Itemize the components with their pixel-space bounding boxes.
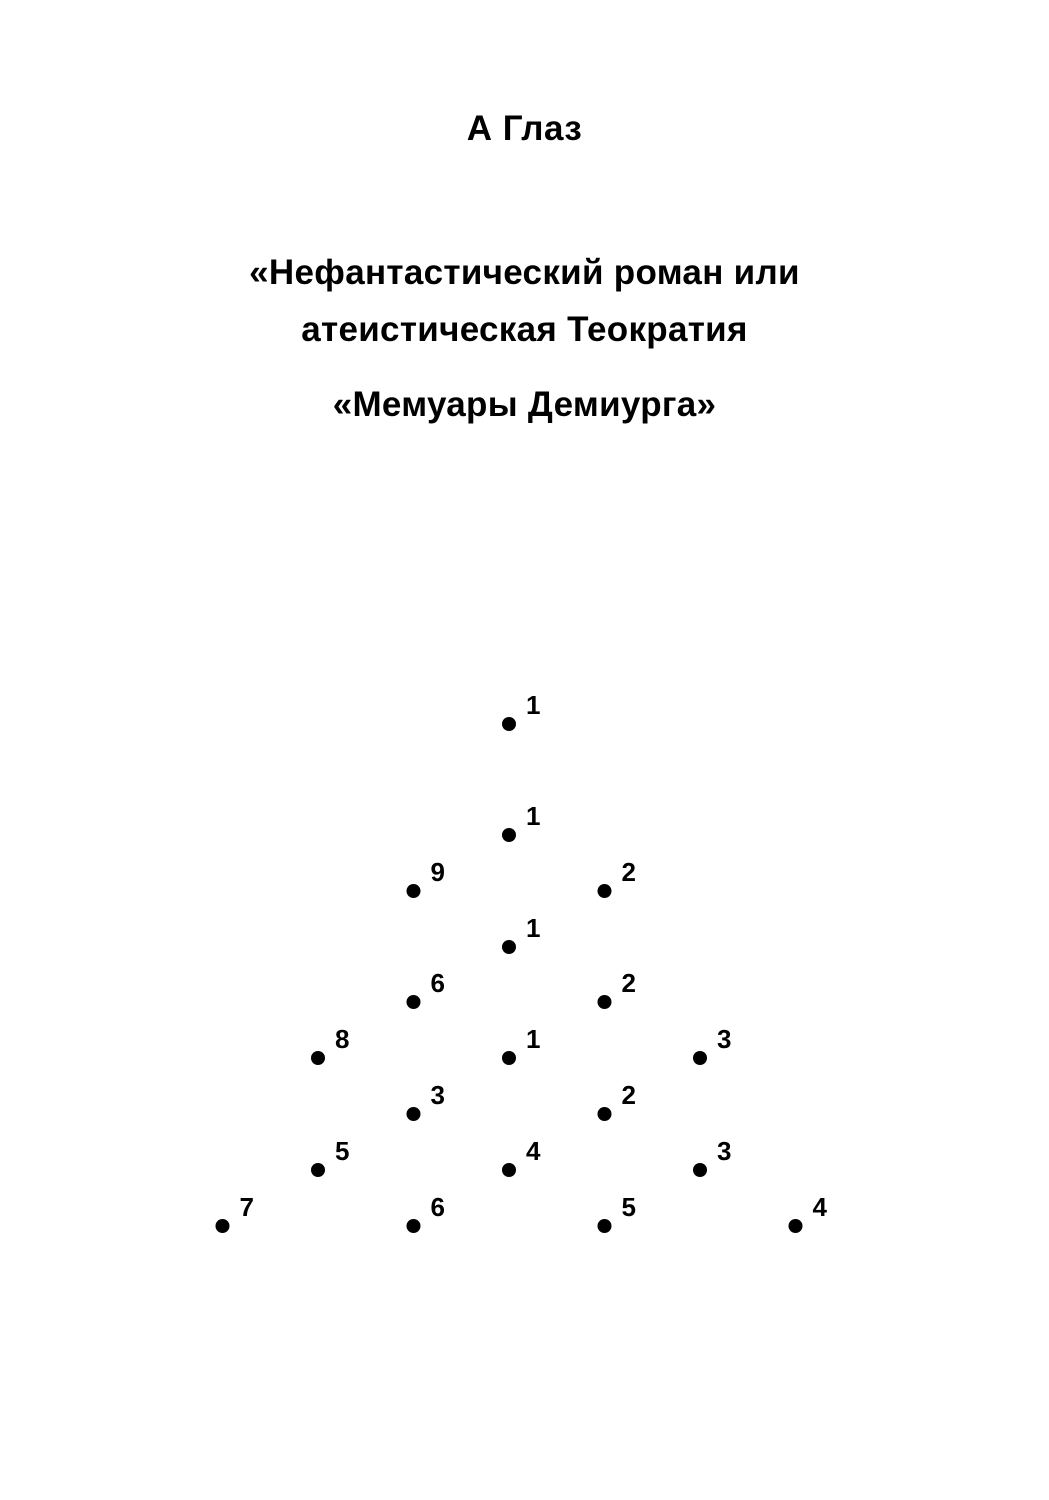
figure-dot-label: 5: [335, 1136, 350, 1166]
figure-dot-label: 5: [621, 1192, 636, 1222]
title-line-1: «Нефантастический роман или: [249, 253, 800, 292]
figure-dot-label: 3: [717, 1024, 732, 1054]
title-line-3: «Мемуары Демиурга»: [332, 385, 717, 424]
figure-dot-label: 2: [621, 1080, 636, 1110]
figure-dot-label: 1: [526, 801, 541, 831]
author-name: А Глаз: [466, 109, 583, 148]
title-line-2: атеистическая Теократия: [301, 310, 748, 349]
figure-dot-label: 1: [526, 690, 541, 720]
figure-dot: [598, 884, 612, 898]
figure-dot-label: 4: [812, 1192, 827, 1222]
figure-dot: [693, 1163, 707, 1177]
figure-dot-label: 2: [621, 968, 636, 998]
figure-dot-label: 1: [526, 913, 541, 943]
figure-dot: [311, 1051, 325, 1065]
figure-dot-label: 6: [430, 1192, 445, 1222]
figure-dot-label: 7: [239, 1192, 254, 1222]
figure-dot: [502, 1163, 516, 1177]
figure-dot: [407, 1219, 421, 1233]
figure-dot-label: 2: [621, 857, 636, 887]
figure-dot-label: 9: [430, 857, 445, 887]
figure-dot: [598, 995, 612, 1009]
figure-dot-label: 6: [430, 968, 445, 998]
figure-dot-label: 4: [526, 1136, 541, 1166]
figure-dot: [407, 884, 421, 898]
figure-dot: [598, 1107, 612, 1121]
figure-dot-label: 3: [717, 1136, 732, 1166]
figure-dot: [502, 1051, 516, 1065]
figure-dot: [216, 1219, 230, 1233]
figure-dot: [502, 940, 516, 954]
figure-dot-label: 3: [430, 1080, 445, 1110]
figure-dot: [311, 1163, 325, 1177]
figure-dot: [789, 1219, 803, 1233]
figure-dot-label: 1: [526, 1024, 541, 1054]
figure-dot-label: 8: [335, 1024, 350, 1054]
figure-dot: [502, 828, 516, 842]
figure-dot: [598, 1219, 612, 1233]
figure-dot: [693, 1051, 707, 1065]
figure-dot: [407, 1107, 421, 1121]
figure-dot: [502, 717, 516, 731]
figure-dot: [407, 995, 421, 1009]
